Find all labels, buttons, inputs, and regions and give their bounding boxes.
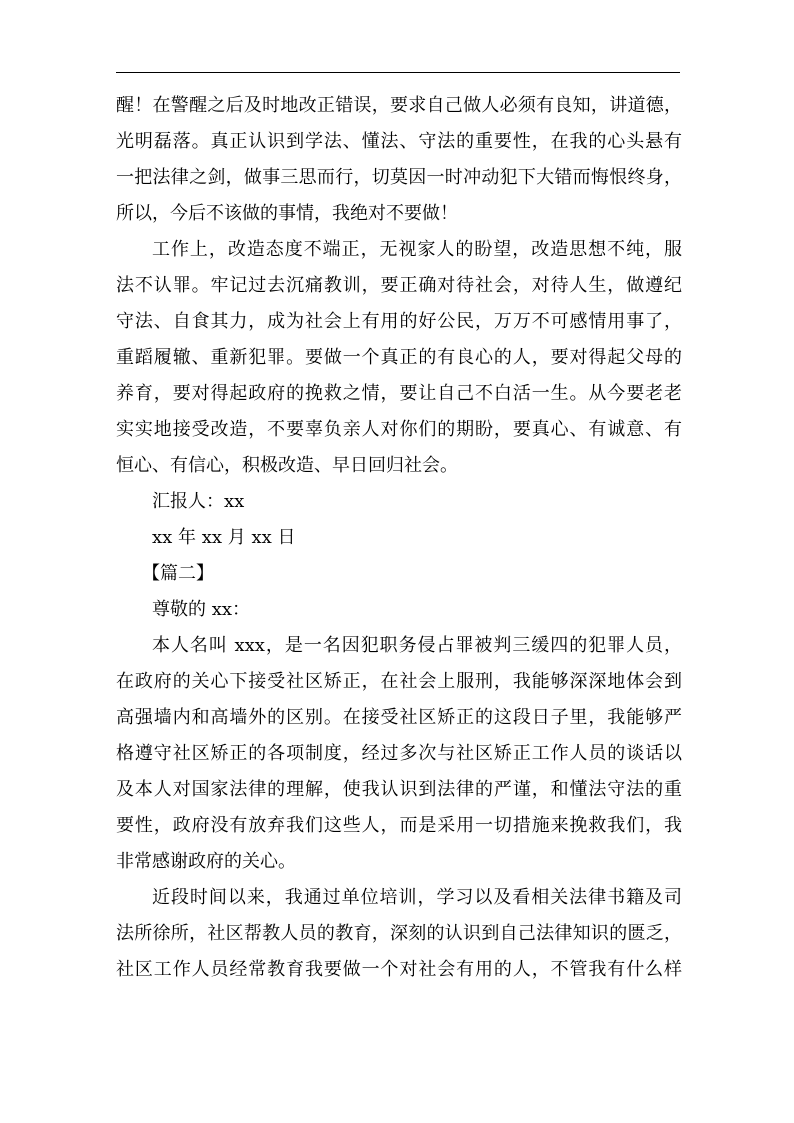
text-line: 要性，政府没有放弃我们这些人，而是采用一切措施来挽救我们，我 <box>116 815 682 836</box>
text-line: 醒！在警醒之后及时地改正错误，要求自己做人必须有良知，讲道德， <box>116 95 682 116</box>
paragraph-recent-learning <box>116 880 682 988</box>
text-line: 尊敬的 xx： <box>152 599 251 620</box>
text-line: 光明磊落。真正认识到学法、懂法、守法的重要性，在我的心头悬有 <box>116 131 682 152</box>
text-line: xx 年 xx 月 xx 日 <box>152 527 296 548</box>
text-line: 非常感谢政府的关心。 <box>116 851 296 872</box>
text-line: 格遵守社区矫正的各项制度，经过多次与社区矫正工作人员的谈话以 <box>116 743 682 764</box>
paragraph-self-introduction <box>116 628 682 880</box>
header-rule <box>116 72 680 73</box>
section-heading <box>116 556 682 592</box>
text-line: 近段时间以来，我通过单位培训，学习以及看相关法律书籍及司 <box>152 887 682 908</box>
text-line: 实实地接受改造，不要辜负亲人对你们的期盼，要真心、有诚意、有 <box>116 419 682 440</box>
paragraph-work-attitude <box>116 232 682 484</box>
date-line <box>116 520 682 556</box>
text-line: 社区工作人员经常教育我要做一个对社会有用的人，不管我有什么样 <box>116 959 682 980</box>
text-line: 在政府的关心下接受社区矫正，在社会上服刑，我能够深深地体会到 <box>116 671 682 692</box>
text-line: 本人名叫 xxx，是一名因犯职务侵占罪被判三缓四的犯罪人员， <box>152 635 682 656</box>
text-line: 及本人对国家法律的理解，使我认识到法律的严谨，和懂法守法的重 <box>116 779 682 800</box>
text-line: 重蹈履辙、重新犯罪。要做一个真正的有良心的人，要对得起父母的 <box>116 347 682 368</box>
text-line: 法不认罪。牢记过去沉痛教训，要正确对待社会，对待人生，做遵纪 <box>116 275 682 296</box>
reporter-line <box>116 484 682 520</box>
text-line: 养育，要对得起政府的挽救之情，要让自己不白活一生。从今要老老 <box>116 383 682 404</box>
text-line: 高强墙内和高墙外的区别。在接受社区矫正的这段日子里，我能够严 <box>116 707 682 728</box>
document-body <box>116 88 682 988</box>
text-line: 守法、自食其力，成为社会上有用的好公民，万万不可感情用事了， <box>116 311 682 332</box>
salutation <box>116 592 682 628</box>
paragraph-continuation <box>116 88 682 232</box>
text-line: 工作上，改造态度不端正，无视家人的盼望，改造思想不纯，服 <box>152 239 682 260</box>
text-line: 一把法律之剑，做事三思而行，切莫因一时冲动犯下大错而悔恨终身， <box>116 167 682 188</box>
text-line: 法所徐所，社区帮教人员的教育，深刻的认识到自己法律知识的匮乏， <box>116 923 682 944</box>
text-line: 【篇二】 <box>142 563 214 584</box>
text-line: 恒心、有信心，积极改造、早日回归社会。 <box>116 455 458 476</box>
text-line: 所以，今后不该做的事情，我绝对不要做！ <box>116 203 458 224</box>
text-line: 汇报人：xx <box>152 491 245 512</box>
